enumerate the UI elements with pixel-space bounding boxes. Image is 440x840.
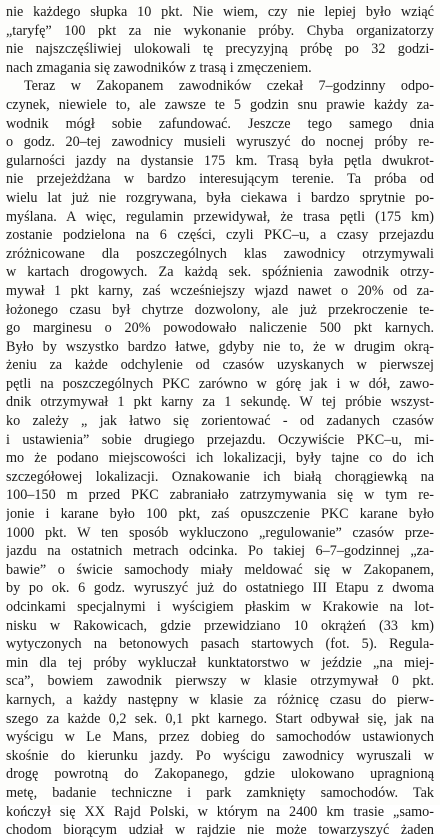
- text-line: min dla tej próby wykluczał kunktatorstwo w jeździe „na miej-: [6, 654, 434, 671]
- text-line: w kartach drogowych. Za każdą sek. spóźnienia zawodnik otrzy-: [6, 264, 434, 281]
- text-line: skośnie do kierunku jazdy. Po wyścigu zawodnicy wyruszali w: [6, 747, 434, 764]
- text-line: ko zależy „ jak łatwo się zorientować - od zadanych czasów: [6, 413, 434, 430]
- text-line: szego za każde 0,2 sek. 0,1 pkt karnego. Start odbywał się, jak na: [6, 710, 434, 727]
- text-line: „taryfę” 100 pkt za nie wykonanie próby. Chyba organizatorzy: [6, 22, 434, 39]
- text-line: jonie i karane było 100 pkt, zaś opuszczenie PKC karane było: [6, 506, 434, 523]
- text-line: chodom biorącym udział w rajdzie nie może towarzyszyć żaden: [6, 822, 434, 839]
- text-line: jazdu na ostatnich metrach odcinka. Po takiej 6–7–godzinnej „za-: [6, 543, 434, 560]
- text-line: o godz. 20–tej zawodnicy musieli wyruszyć do nocnej próby re-: [6, 134, 434, 151]
- text-line: nie najszczęśliwiej ulokowali tę precyzyjną próbę po 32 godzi-: [6, 41, 434, 58]
- text-line: 100–150 m przed PKC zabraniało zatrzymywania się w tym re-: [6, 487, 434, 504]
- text-line: karnych, a każdy następny w klasie za różnicę czasu do pierw-: [6, 691, 434, 708]
- text-line: nie każdego słupka 10 pkt. Nie wiem, czy nie lepiej było wziąć: [6, 4, 434, 20]
- text-line: mo że podano miejscowości ich lokalizacji, były tajne co do ich: [6, 450, 434, 467]
- text-line: odcinkami specjalnymi i wyścigiem płaskim w Krakowie na lot-: [6, 599, 434, 615]
- text-line: wytyczonych na betonowych pasach startowych (fot. 5). Regula-: [6, 636, 434, 653]
- text-line: wielu lat już nie rozgrywana, była ciekawa i bardzo sprytnie po-: [6, 189, 434, 206]
- article-text-column: [6, 3, 434, 840]
- text-line: mywał 1 pkt karny, zaś wcześniejszy wjazd nawet o 20% od za-: [6, 282, 434, 299]
- text-line: pętli na poszczególnych PKC zarówno w górę jak i w dół, zawo-: [6, 375, 434, 392]
- text-line: gularności jazdy na dystansie 175 km. Trasą była pętla dwukrot-: [6, 152, 434, 169]
- text-line: sca”, bowiem zawodnik pierwszy w klasie otrzymywał 0 pkt.: [6, 673, 434, 690]
- text-line: go marginesu o 20% powodowało naliczenie 500 pkt karnych.: [6, 320, 434, 337]
- text-line: szczegółowej lokalizacji. Oznakowanie ich białą chorągiewką na: [6, 468, 434, 485]
- text-line: Było by wszystko bardzo łatwe, gdyby nie to, że w drugim okrą-: [6, 338, 434, 355]
- text-line: nisku w Rakowicach, gdzie przewidziano 10 okrążeń (33 km): [6, 617, 434, 634]
- text-line: żeniu za każde odchylenie od czasów uzyskanych w pierwszej: [6, 357, 434, 374]
- text-line: bawie” o świcie samochody miały meldować się w Zakopanem,: [6, 561, 434, 578]
- text-line: kończył się XX Rajd Polski, w którym na 2400 km trasie „samo-: [6, 803, 434, 820]
- text-line: wyścigu w Le Mans, przez dobieg do samochodów ustawionych: [6, 729, 434, 746]
- text-line: drogę powrotną do Zakopanego, gdzie ulokowano upragnioną: [6, 766, 434, 783]
- text-line: 1000 pkt. W ten sposób wykluczono „regulowanie” czasów prze-: [6, 524, 434, 541]
- text-line: i ustawienia” sobie drugiego przejazdu. Oczywiście PKC–u, mi-: [6, 431, 434, 448]
- text-line: łożonego czasu był chytrze dozwolony, ale już przekroczenie te-: [6, 301, 434, 318]
- text-line: zostanie podzielona na 6 części, czyli PKC–u, a czasy przejazdu: [6, 227, 434, 244]
- text-line: by po ok. 6 godz. wyruszyć już do ostatniego III Etapu z dwoma: [6, 580, 434, 597]
- text-line: wodnik mógł sobie zafundować. Jeszcze tego samego dnia: [6, 115, 434, 132]
- text-line: metę, badanie techniczne i park zamknięty samochodów. Tak: [6, 784, 434, 801]
- text-line: Teraz w Zakopanem zawodników czekał 7–godzinny odpo-: [24, 78, 434, 95]
- text-line: dnik otrzymywał 1 pkt karny za 1 sekundę. W tej próbie wszyst-: [6, 394, 434, 411]
- text-line: nie przejeżdżana w bardzo interesującym terenie. Ta próba od: [6, 171, 434, 188]
- text-line: zróżnicowane dla poszczególnych klas zawodnicy otrzymywali: [6, 245, 434, 262]
- text-line: czynek, niewiele to, ale zawsze te 5 godzin snu prawie każdy za-: [6, 96, 434, 113]
- text-line: myślana. A więc, regulamin przewidywał, że trasa pętli (175 km): [6, 208, 434, 225]
- text-line: nach zmagania się zawodników z trasą i zmęczeniem.: [6, 59, 312, 76]
